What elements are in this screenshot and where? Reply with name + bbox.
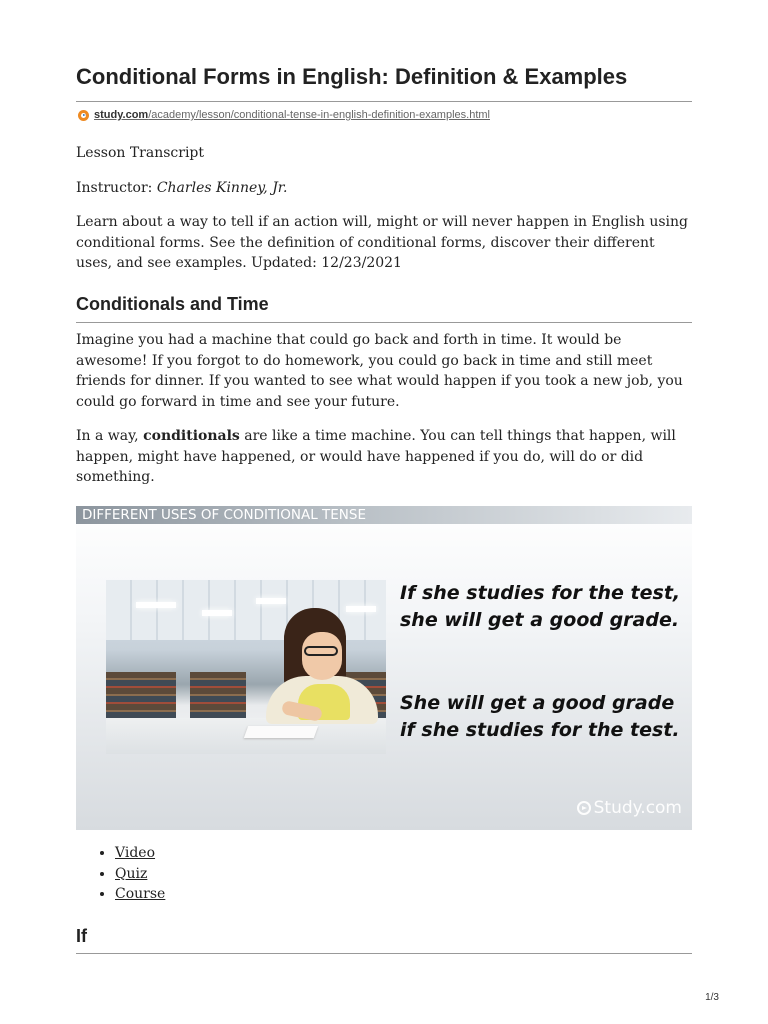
study-com-logo-icon	[78, 110, 89, 121]
section-divider	[76, 953, 692, 954]
example-sentence-1: If she studies for the test, she will get a good grade.	[400, 582, 681, 631]
section-heading-if: If	[76, 926, 87, 946]
lesson-summary: Learn about a way to tell if an action will, might or will never happen in English using conditional forms. See the definition of conditional forms, discover their different uses, and see examples. Updated: 12/23/2021	[76, 214, 688, 271]
list-item	[115, 884, 165, 905]
figure-banner: DIFFERENT USES OF CONDITIONAL TENSE	[76, 506, 692, 524]
keyword-conditionals: conditionals	[143, 428, 240, 444]
section-paragraph-2: In a way, conditionals are like a time machine. You can tell things that happen, will happen, might have happened, or would have happened if you do, will do or did something.	[76, 428, 676, 485]
source-url[interactable]	[78, 107, 490, 123]
video-link[interactable]: Video	[115, 845, 156, 861]
lesson-figure	[76, 506, 692, 830]
list-item	[115, 843, 165, 864]
quiz-link[interactable]: Quiz	[115, 865, 148, 882]
section-paragraph-1: Imagine you had a machine that could go back and forth in time. It would be awesome! If you forgot to do homework, you could go back in time and still meet friends for dinner. If you wanted to see what would happen if you took a new job, you could go forward in time and see your future.	[76, 332, 683, 410]
course-link[interactable]: Course	[115, 886, 166, 902]
instructor-line	[76, 178, 692, 199]
list-item	[115, 864, 165, 885]
transcript-label: Lesson Transcript	[76, 145, 205, 161]
title-divider	[76, 101, 692, 102]
section-heading-conditionals-and-time: Conditionals and Time	[76, 294, 269, 314]
student-studying-photo	[106, 580, 386, 754]
instructor-label: Instructor:	[76, 180, 153, 196]
play-logo-icon	[577, 801, 591, 815]
section-divider	[76, 322, 692, 323]
study-com-watermark: Study.com	[577, 798, 682, 818]
source-link[interactable]: study.com/academy/lesson/conditional-tense-in-english-definition-examples.html	[94, 109, 490, 121]
page-title: Conditional Forms in English: Definition & Examples	[76, 64, 628, 89]
resource-links	[76, 843, 165, 905]
instructor-name: Charles Kinney, Jr.	[156, 180, 288, 196]
page-number: 1/3	[705, 992, 719, 1003]
example-sentence-2: She will get a good grade if she studies for the test.	[400, 692, 680, 741]
